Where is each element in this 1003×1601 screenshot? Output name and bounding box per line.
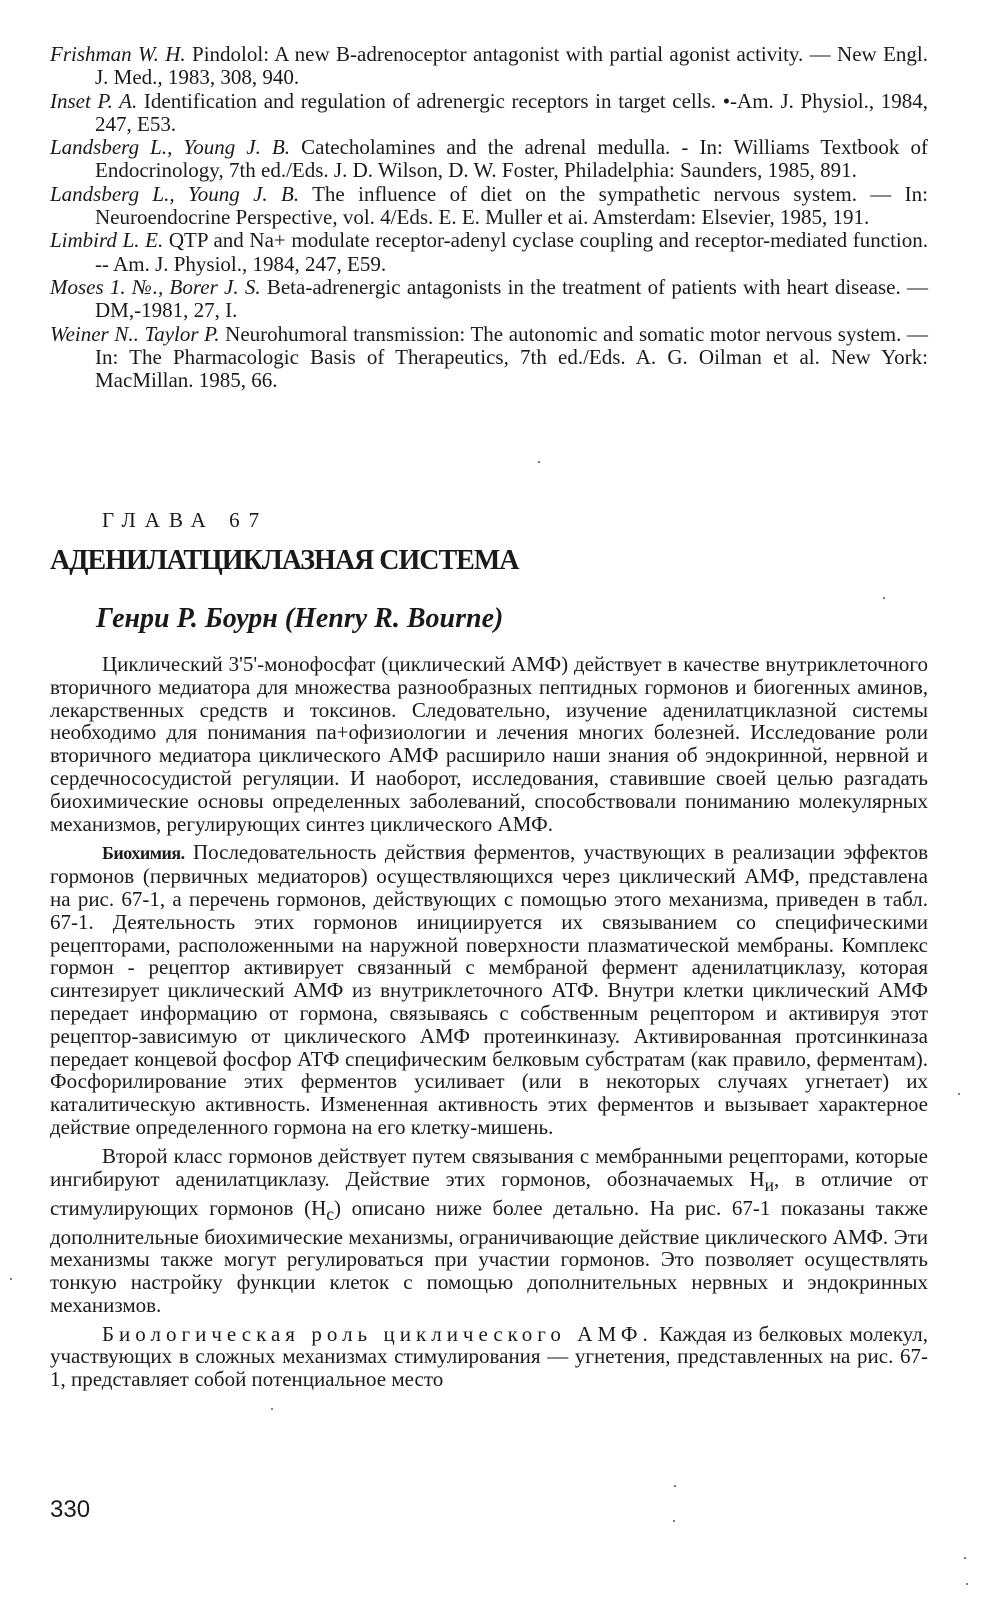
reference-item: [50, 276, 928, 323]
print-speck: [271, 1408, 273, 1410]
reference-author: Weiner N.. Taylor P.: [50, 321, 220, 346]
reference-author: Moses 1. №., Borer J. S.: [50, 274, 261, 299]
reference-list: [50, 43, 928, 392]
chapter-label: ГЛАВА 67: [102, 508, 269, 532]
reference-text: Pindolol: A new B-adrenoceptor antagonist with partial agonist activity. — New Engl. J. Med., 1983, 308, 940.: [95, 42, 928, 90]
reference-author: Inset P. A.: [50, 88, 138, 113]
paragraph-text: Каждая из белковых молекул, участвующих в сложных механизмах стимулирования — угнетения, представленных на рис. 67-1, представляет собой потенциальное место: [50, 1321, 928, 1392]
chapter-title: АДЕНИЛАТЦИКЛАЗНАЯ СИСТЕМА: [50, 545, 519, 576]
subscript: и: [764, 1174, 775, 1195]
print-speck: [964, 1557, 966, 1559]
reference-author: Landsberg L., Young J. B.: [50, 135, 291, 160]
reference-item: [50, 136, 928, 183]
reference-item: [50, 43, 928, 90]
paragraph-biological-role: [50, 1323, 928, 1391]
reference-text: Identification and regulation of adrenergic receptors in target cells. •-Am. J. Physiol., 1984, 247, E53.: [95, 88, 928, 136]
chapter-body: [50, 653, 928, 1397]
section-runin-heading: Биохимия.: [102, 843, 185, 864]
print-speck: [966, 1583, 968, 1585]
reference-text: The influence of diet on the sympathetic nervous system. — In: Neuroendocrine Perspective, vol. 4/Eds. E. E. Muller et ai. Amsterdam: Elsevier, 1985, 191.: [95, 181, 928, 230]
print-speck: [538, 461, 540, 463]
reference-author: Landsberg L., Young J. B.: [50, 181, 300, 206]
print-speck: [883, 597, 885, 599]
chapter-author: Генри Р. Боурн (Henry R. Bourne): [96, 603, 504, 634]
reference-item: [50, 183, 928, 230]
print-speck: [674, 1485, 676, 1487]
reference-author: Limbird L. E.: [50, 228, 164, 253]
paragraph-biochemistry: [50, 841, 928, 1138]
print-speck: [10, 1278, 12, 1280]
reference-text: Catecholamines and the adrenal medulla. - In: Williams Textbook of Endocrinology, 7th ed./Eds. J. D. Wilson, D. W. Foster, Philadelphia: Saunders, 1985, 891.: [95, 135, 928, 183]
reference-item: [50, 90, 928, 137]
paragraph-intro: Циклический 3'5'-монофосфат (циклический АМФ) действует в качестве внутриклеточного вторичного медиатора для множества разнообразных пептидных гормонов и биогенных аминов, лекарственных средств и токсинов. Следовательно, изучение аденилатциклазной системы необходимо для понимания па+офизиологии и лечения многих болезней. Исследование роли вторичного медиатора циклического АМФ расширило наши знания об эндокринной, нервной и сердечнососудистой регуляции. И наоборот, исследования, ставившие своей целью разгадать биохимические основы определенных заболеваний, способствовали пониманию молекулярных механизмов, регулирующих синтез циклического АМФ.: [50, 652, 928, 836]
paragraph-text: ) описано ниже более детально. На рис. 67-1 показаны также дополнительные биохимические механизмы, ограничивающие действие циклического АМФ. Эти механизмы также могут регулироваться при участии гормонов. Это позволяет осуществлять тонкую настройку функции клеток с помощью дополнительных нервных и эндокринных механизмов.: [50, 1195, 928, 1317]
print-speck: [673, 1520, 675, 1522]
subscript: с: [326, 1203, 335, 1224]
reference-text: QTP and Na+ modulate receptor-adenyl cyclase coupling and receptor-mediated function. -- Am. J. Physiol., 1984, 247, E59.: [95, 228, 928, 276]
reference-text: Beta-adrenergic antagonists in the treatment of patients with heart disease. — DM,-1981, 27, I.: [95, 274, 928, 323]
page-number: 330: [50, 1496, 91, 1523]
reference-item: [50, 229, 928, 276]
reference-item: [50, 323, 928, 393]
print-speck: [958, 1093, 960, 1095]
reference-author: Frishman W. H.: [50, 42, 186, 66]
reference-text: Neurohumoral transmission: The autonomic and somatic motor nervous system. — In: The Pharmacologic Basis of Therapeutics, 7th ed./Eds. A. G. Oilman et al. New York: MacMillan. 1985, 66.: [95, 321, 928, 393]
spaced-heading: Биологическая роль циклического АМФ.: [102, 1321, 653, 1346]
paragraph-text: Второй класс гормонов действует путем связывания с мембранными рецепторами, которые ингибируют аденилатциклазу. Действие этих гормонов, обозначаемых Н: [50, 1143, 928, 1191]
paragraph-text: Последовательность действия ферментов, участвующих в реализации эффектов гормонов (первичных медиаторов) осуществляющихся через циклический АМФ, представлена на рис. 67-1, а перечень гормонов, действующих с помощью этого механизма, приведен в табл. 67-1. Деятельность этих гормонов инициируется их связыванием со специфическими рецепторами, расположенными на наружной поверхности плазматической мембраны. Комплекс гормон - рецептор активирует связанный с мембраной фермент аденилатциклазу, которая синтезирует циклический АМФ из внутриклеточного АТФ. Внутри клетки циклический АМФ передает информацию от гормона, связываясь с собственным рецептором и активируя этот рецептор-зависимую от циклического АМФ протеинкиназу. Активированная протсинкиназа передает концевой фосфор АТФ специфическим белковым субстратам (как правило, ферментам). Фосфорилирование этих ферментов усиливает (или в некоторых случаях угнетает) их каталитическую активность. Измененная активность этих ферментов и вызывает характерное действие определенного гормона на его клетку-мишень.: [50, 840, 928, 1139]
paragraph-text: , в отличие от стимулирующих гормонов (Н: [50, 1166, 928, 1220]
paragraph-inhibitory-hormones: [50, 1145, 928, 1317]
